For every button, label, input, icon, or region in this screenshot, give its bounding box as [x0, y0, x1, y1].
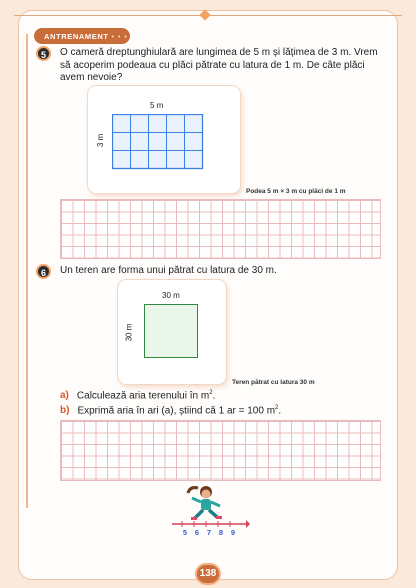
green-square-figure: [144, 304, 198, 358]
exercise-5-number: 5: [36, 46, 51, 61]
section-badge: [34, 28, 130, 44]
figure-5-top-label: 5 m: [150, 101, 164, 110]
tick-9: 9: [230, 528, 236, 537]
exercise-5-caption: Podea 5 m × 3 m cu plăci de 1 m: [246, 188, 346, 195]
figure-6-side-label: 30 m: [124, 323, 134, 342]
number-line-ticks: [179, 528, 239, 537]
question-a-letter: a): [60, 390, 69, 402]
tick-6: 6: [194, 528, 200, 537]
exercise-6-text: Un teren are forma unui pătrat cu latura de 30 m.: [60, 265, 277, 276]
question-a: [60, 390, 215, 401]
exercise-6-caption: Teren pătrat cu latura 30 m: [232, 379, 315, 386]
tick-8: 8: [218, 528, 224, 537]
running-girl-icon: [180, 484, 230, 522]
question-a-sup: 2: [209, 390, 213, 396]
question-a-end: .: [212, 390, 216, 402]
answer-grid-6[interactable]: [60, 420, 381, 481]
question-b-end: .: [278, 405, 282, 417]
section-badge-label: ANTRENAMENT: [44, 32, 109, 41]
side-rule: [26, 34, 28, 508]
exercise-6-figure-card: [118, 280, 226, 384]
question-b: [60, 405, 281, 416]
page-number: 138: [195, 563, 221, 585]
question-b-letter: b): [60, 405, 70, 417]
figure-5-side-label: 3 m: [96, 133, 106, 148]
question-b-sup: 2: [275, 405, 279, 411]
answer-grid-5[interactable]: [60, 199, 381, 259]
exercise-6-number: 6: [36, 264, 51, 279]
exercise-5-text: O cameră dreptunghiulară are lungimea de 5 m și lățimea de 3 m. Vrem să acoperim podeaua cu plăci pătrate cu latura de 1 m. De câte plăci avem nevoie?: [60, 47, 378, 83]
tick-7: 7: [206, 528, 212, 537]
exercise-5-figure-card: [88, 86, 240, 193]
tile-grid-5x3: [112, 114, 204, 170]
tick-5: 5: [182, 528, 188, 537]
figure-6-top-label: 30 m: [162, 291, 180, 300]
question-a-text: Calculează aria terenului în m: [76, 390, 210, 402]
badge-dots: • • •: [111, 34, 128, 41]
question-b-text: Exprimă aria în ari (a), știind că 1 ar = 100 m: [77, 405, 276, 417]
